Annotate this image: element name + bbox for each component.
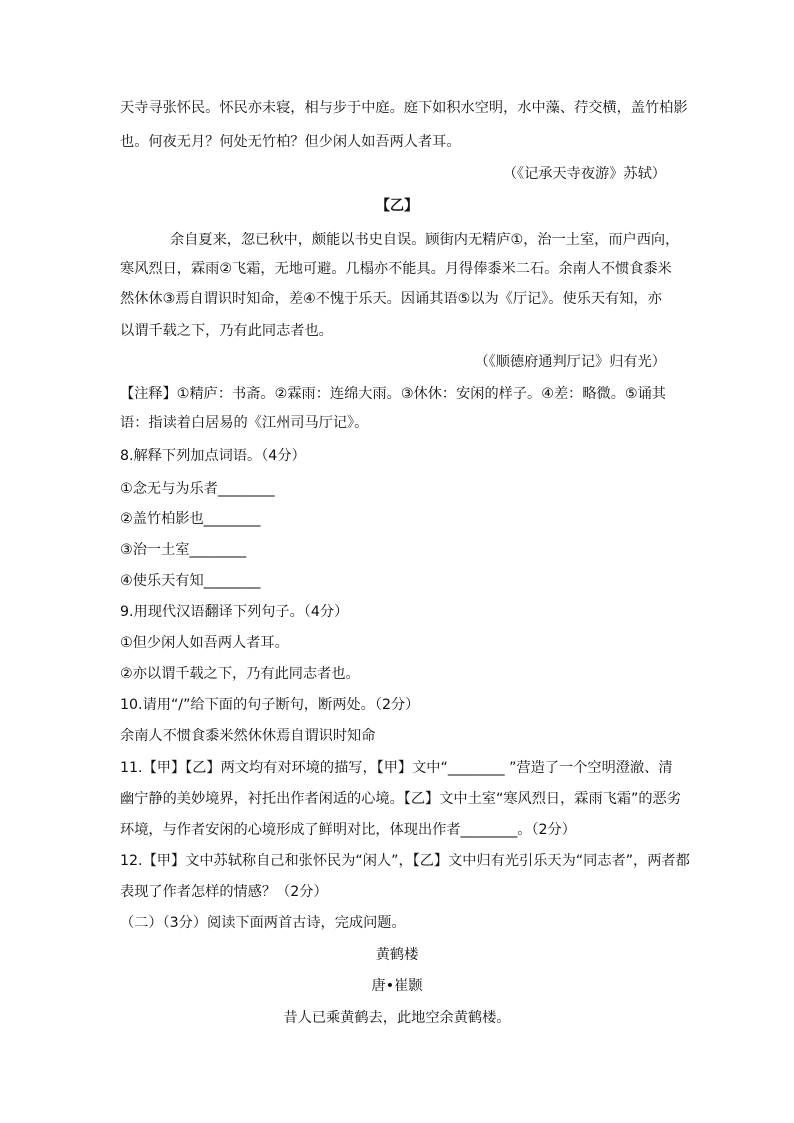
yi-text-line-1: 余自夏来，忽已秋中，颇能以书史自误。顾街内无精庐①，治一土室，而户西向，: [170, 232, 680, 248]
question-8-item-4: ④使乐天有知________: [120, 573, 261, 589]
part-2-intro: （二）（3分）阅读下面两首古诗，完成问题。: [120, 915, 406, 931]
poem-line-1: 昔人已乘黄鹤去，此地空余黄鹤楼。: [283, 1010, 511, 1026]
question-8-item-3: ③治一土室________: [120, 542, 247, 558]
question-10: 10.请用“/”给下面的句子断句，断两处。（2分）: [120, 697, 420, 713]
poem-author: 唐•崔颢: [371, 978, 423, 994]
yi-text-line-2: 寒风烈日，霖雨②飞霜，无地可避。几榻亦不能具。月得俸黍米二石。余南人不惯食黍米: [120, 261, 672, 277]
yi-text-line-4: 以谓千载之下，乃有此同志者也。: [120, 323, 333, 339]
question-10-sentence: 余南人不惯食黍米然休休焉自谓识时知命: [120, 728, 376, 744]
question-9-item-1: ①但少闲人如吾两人者耳。: [120, 635, 289, 651]
yi-heading: 【乙】: [375, 198, 419, 214]
question-9: 9.用现代汉语翻译下列句子。（4分）: [120, 604, 349, 620]
question-8-item-2: ②盖竹柏影也________: [120, 511, 261, 527]
question-12-line-2: 表现了作者怎样的情感？（2分）: [120, 884, 328, 900]
question-8-item-1: ①念无与为乐者________: [120, 481, 275, 497]
question-11-line-2: 幽宁静的美妙境界，衬托出作者闲适的心境。【乙】文中土室“寒风烈日，霖雨飞霜”的恶劣: [120, 791, 681, 807]
question-11-line-3: 环境，与作者安闲的心境形成了鲜明对比，体现出作者________。（2分）: [120, 822, 576, 838]
question-8: 8.解释下列加点词语。（4分）: [120, 448, 306, 464]
jia-text-line-2: 也。何夜无月？何处无竹柏？但少闲人如吾两人者耳。: [120, 134, 461, 150]
question-12-line-1: 12.【甲】文中苏轼称自己和张怀民为“闲人”，【乙】文中归有光引乐天为“同志者”，两者都: [120, 853, 690, 869]
yi-text-line-3: 然休休③焉自谓识时知命，差④不愧于乐天。因诵其语⑤以为《厅记》。使乐天有知，亦: [120, 291, 662, 307]
jia-source: （《记承天寺夜游》苏轼）: [502, 166, 666, 182]
notes-line-2: 语：指读着白居易的《江州司马厅记》。: [120, 415, 369, 431]
question-9-item-2: ②亦以谓千载之下，乃有此同志者也。: [120, 666, 360, 682]
question-11-line-1: 11.【甲】【乙】两文均有对环境的描写，【甲】文中“________ ”营造了一个空明澄澈、清: [120, 760, 673, 776]
jia-text-line-1: 天寺寻张怀民。怀民亦未寝，相与步于中庭。庭下如积水空明，水中藻、荇交横，盖竹柏影: [120, 100, 688, 116]
poem-title: 黄鹤楼: [375, 947, 419, 963]
yi-source: （《顺德府通判厅记》归有光）: [474, 354, 666, 370]
notes-line-1: 【注释】①精庐：书斋。②霖雨：连绵大雨。③休休：安闲的样子。④差：略微。⑤诵其: [120, 386, 666, 402]
